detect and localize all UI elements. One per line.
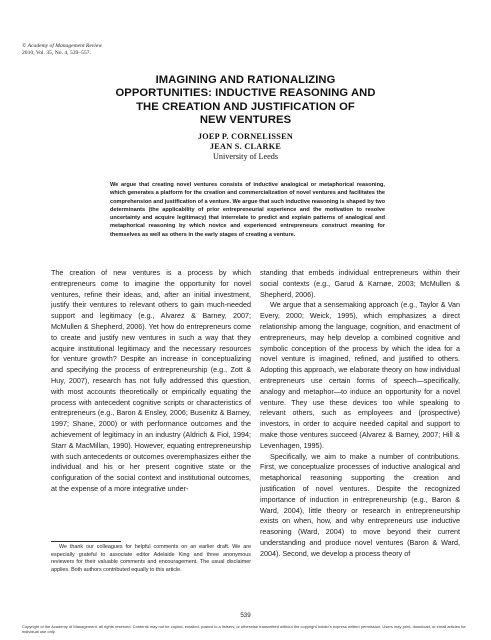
copyright-notice: Copyright of the Academy of Management, all rights reserved. Contents may not be copied, emailed, posted to a listserv, or otherwise transmitted without the copyright holder's express written permission. Users may print, download, or email articles for individual use only. <box>22 624 466 634</box>
body-paragraph: Specifically, we aim to make a number of contributions. First, we conceptualize processes of inductive analogical and metaphorical reasoning supporting the creation and justification of novel ventures. Despite the recognized importance of induction in entrepreneurship (e.g., Baron & Ward, 2004), little theory or research in entrepreneurship exists on when, how, and why entrepreneurs use inductive reasoning (Ward, 2004) to move beyond their current understanding and produce novel ventures (Baron & Ward, 2004). Second, we develop a process theory of <box>260 451 460 558</box>
title-line: OPPORTUNITIES: INDUCTIVE REASONING AND <box>115 87 376 100</box>
abstract: We argue that creating novel ventures consists of inductive analogical or metaphorical reasoning, which generates a platform for the creation and commercialization of novel ventures and facilitates the comprehension and justification of a venture. We argue that such inductive reasoning is shaped by two determinants (the applicability of prior entrepreneurial experience and the motivation to resolve uncertainty and acquire legitimacy) that interrelate to predict and explain patterns of analogical and metaphorical reasoning by which novice and experienced entrepreneurs construct meaning for themselves as well as others in the early stages of creating a venture. <box>110 182 385 238</box>
title-line: THE CREATION AND JUSTIFICATION OF <box>136 100 355 113</box>
journal-marker: © <box>22 43 27 49</box>
page-number: 539 <box>240 612 251 619</box>
body-column-right <box>260 268 460 610</box>
author-block <box>150 132 341 162</box>
journal-name <box>22 43 102 50</box>
author-name: JEAN S. CLARKE <box>209 142 282 151</box>
title-line: IMAGINING AND RATIONALIZING <box>155 74 336 86</box>
body-paragraph: standing that embeds individual entrepreneurs within their social contexts (e.g., Garud & Karnøe, 2003; McMullen & Shepherd, 2006). <box>260 268 460 299</box>
author-name: JOEP P. CORNELISSEN <box>197 132 294 141</box>
footnote: We thank our colleagues for helpful comments on an earlier draft. We are especially grateful to associate editor Adelaide King and three anonymous reviewers for their valuable comments and encouragement. The usual disclaimer applies. Both authors contributed equally to this article. <box>51 544 251 573</box>
journal-header <box>22 43 102 57</box>
body-paragraph: We argue that a sensemaking approach (e.g., Taylor & Van Every, 2000; Weick, 1995), which emphasizes a direct relationship among the language, cognition, and enactment of entrepreneurs, may help develop a combined cognitive and symbolic conception of the process by which the idea for a novel venture is imagined, refined, and justified to others. Adopting this approach, we elaborate theory on how individual entrepreneurs use certain forms of speech—specifically, analogy and metaphor—to induce an opportunity for a novel venture. They use these devices too while speaking to relevant others, such as employees and (prospective) investors, in order to acquire needed capital and support to make those ventures succeed (Alvarez & Barney, 2007; Hill & Levenhagen, 1995). <box>260 300 460 450</box>
journal-issue: 2010, Vol. 35, No. 4, 539–557. <box>22 50 91 56</box>
author-affiliation: University of Leeds <box>212 152 279 161</box>
footnote-divider <box>51 541 121 542</box>
body-column-left <box>51 268 251 541</box>
title-line: NEW VENTURES <box>199 114 292 127</box>
body-paragraph: The creation of new ventures is a process by which entrepreneurs come to imagine the opportunity for novel ventures, refine their ideas, and, after an initial investment, justify their ventures to relevant others to gain much-needed support and legitimacy (e.g., Alvarez & Barney, 2007; McMullen & Shepherd, 2006). Yet how do entrepreneurs come to create and justify new ventures in such a way that they acquire institutional legitimacy and the necessary resources for venture growth? Despite an increase in conceptualizing and specifying the process of entrepreneurship (e.g., Zott & Huy, 2007), research has not fully addressed this question, with most accounts theoretically or empirically equating the process with antecedent cognitive scripts or characteristics of entrepreneurs (e.g., Baron & Ensley, 2006; Busenitz & Barney, 1997; Shane, 2000) or with performance outcomes and the achievement of legitimacy in an industry (Aldrich & Fiol, 1994; Starr & MacMillan, 1990). However, equating entrepreneurship with such antecedents or outcomes overemphasizes either the individual and his or her present cognitive state or the configuration of the social context and institutional outcomes, at the expense of a more integrative under- <box>51 268 251 493</box>
journal-title: Academy of Management Review <box>27 43 103 49</box>
article-title <box>60 74 431 128</box>
